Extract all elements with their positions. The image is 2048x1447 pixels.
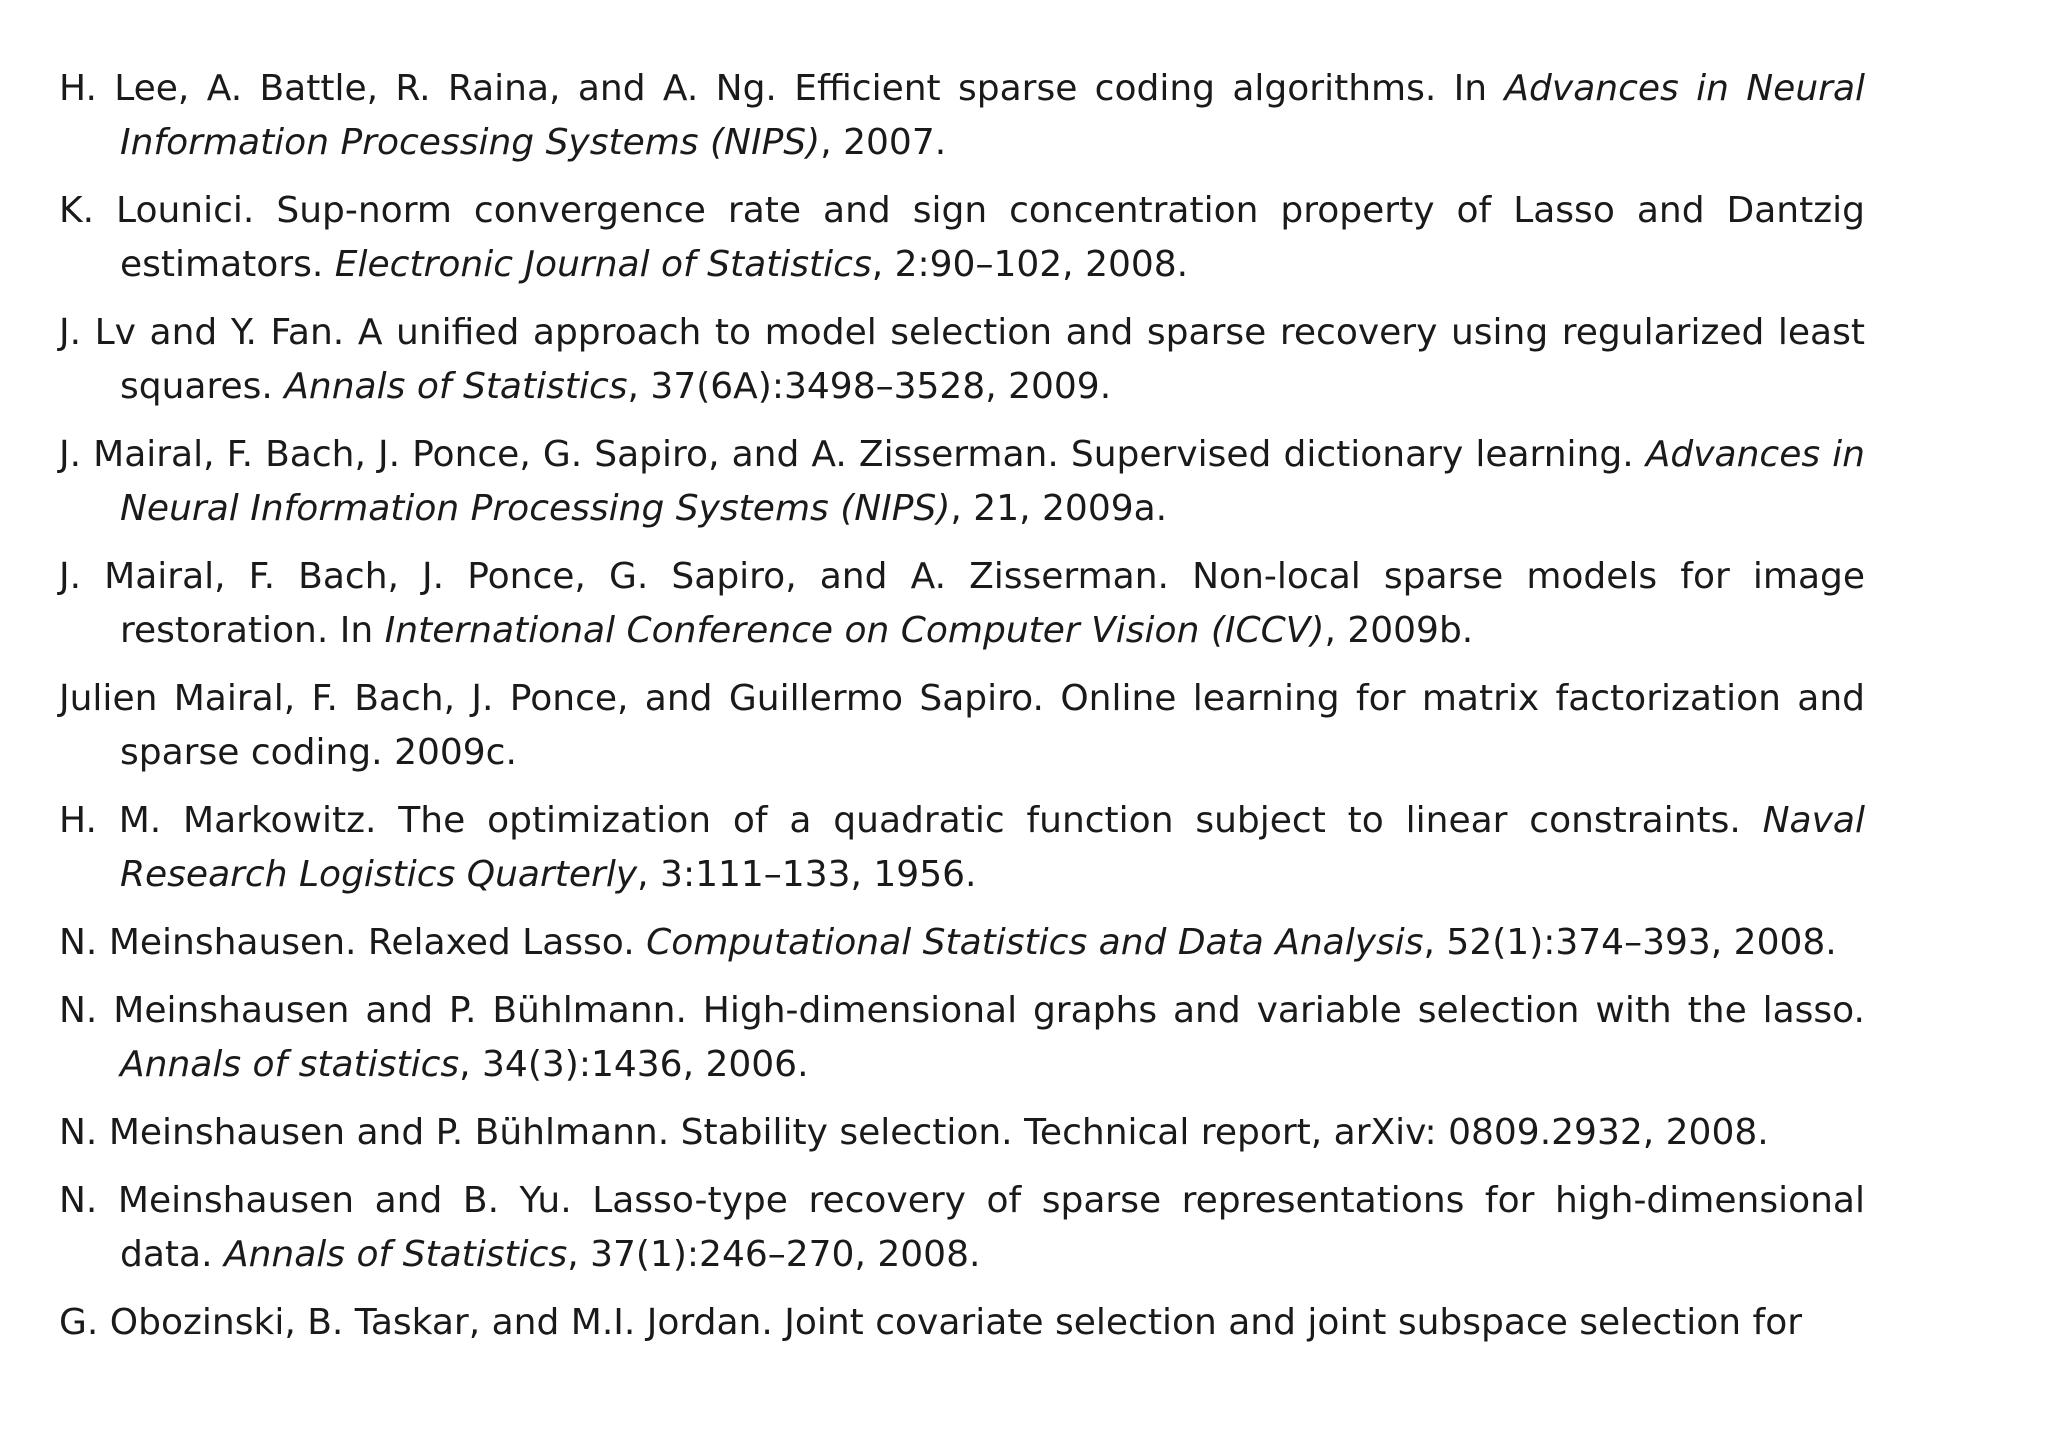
reference-title: Non-local sparse models for image restoration. xyxy=(120,556,1865,651)
reference-entry xyxy=(59,184,1865,292)
reference-authors: N. Meinshausen. xyxy=(59,922,357,963)
reference-authors: J. Mairal, F. Bach, J. Ponce, G. Sapiro, and A. Zisserman. xyxy=(59,556,1169,597)
reference-entry xyxy=(59,1296,1865,1350)
reference-entry xyxy=(59,1174,1865,1282)
reference-details: , 21, 2009a. xyxy=(950,488,1168,529)
reference-title: Online learning for matrix factorization and sparse coding. xyxy=(120,678,1865,773)
reference-pre-venue: In xyxy=(339,610,374,651)
reference-title: Supervised dictionary learning. xyxy=(1070,434,1634,475)
reference-details: , 37(1):246–270, 2008. xyxy=(567,1234,981,1275)
reference-title: Stability selection. xyxy=(680,1112,1013,1153)
reference-details: , 34(3):1436, 2006. xyxy=(459,1044,809,1085)
reference-venue: Electronic Journal of Statistics xyxy=(334,244,872,285)
reference-entry xyxy=(59,1106,1865,1160)
reference-title: High-dimensional graphs and variable selection with the lasso. xyxy=(702,990,1866,1031)
reference-entry xyxy=(59,672,1865,780)
reference-details: , 2007. xyxy=(820,122,947,163)
reference-title: A unified approach to model selection and sparse recovery using regularized least squares. xyxy=(120,312,1865,407)
reference-authors: H. M. Markowitz. xyxy=(59,800,377,841)
reference-details: , 37(6A):3498–3528, 2009. xyxy=(627,366,1112,407)
reference-authors: N. Meinshausen and P. Bühlmann. xyxy=(59,1112,670,1153)
reference-venue: International Conference on Computer Vision (ICCV) xyxy=(384,610,1325,651)
reference-authors: K. Lounici. xyxy=(59,190,255,231)
reference-list xyxy=(59,62,1865,1364)
reference-details: , 2009b. xyxy=(1324,610,1474,651)
reference-venue: Naval Research Logistics Quarterly xyxy=(120,800,1865,895)
reference-details: 2009c. xyxy=(394,732,517,773)
reference-authors: J. Mairal, F. Bach, J. Ponce, G. Sapiro, and A. Zisserman. xyxy=(59,434,1059,475)
reference-details: , 3:111–133, 1956. xyxy=(637,854,977,895)
reference-entry xyxy=(59,62,1865,170)
reference-title: Efficient sparse coding algorithms. xyxy=(794,68,1437,109)
reference-entry xyxy=(59,794,1865,902)
reference-title: The optimization of a quadratic function subject to linear constraints. xyxy=(398,800,1741,841)
reference-venue: Annals of Statistics xyxy=(284,366,628,407)
reference-pre-venue: In xyxy=(1453,68,1488,109)
reference-authors: J. Lv and Y. Fan. xyxy=(59,312,345,353)
reference-authors: G. Obozinski, B. Taskar, and M.I. Jordan. xyxy=(59,1302,773,1343)
reference-entry xyxy=(59,550,1865,658)
reference-title: Lasso-type recovery of sparse representations for high-dimensional data. xyxy=(120,1180,1865,1275)
reference-title: Joint covariate selection and joint subspace selection for xyxy=(784,1302,1803,1343)
reference-title: Relaxed Lasso. xyxy=(367,922,635,963)
reference-venue: Advances in Neural Information Processing Systems (NIPS) xyxy=(120,434,1865,529)
reference-entry xyxy=(59,916,1865,970)
reference-title: Sup-norm convergence rate and sign concentration property of Lasso and Dantzig estimators. xyxy=(120,190,1865,285)
reference-details: , 2:90–102, 2008. xyxy=(871,244,1189,285)
reference-venue: Annals of Statistics xyxy=(223,1234,568,1275)
reference-entry xyxy=(59,984,1865,1092)
reference-details: , 52(1):374–393, 2008. xyxy=(1423,922,1837,963)
reference-venue: Computational Statistics and Data Analysis xyxy=(646,922,1424,963)
reference-venue: Annals of statistics xyxy=(120,1044,460,1085)
reference-authors: N. Meinshausen and B. Yu. xyxy=(59,1180,572,1221)
reference-authors: N. Meinshausen and P. Bühlmann. xyxy=(59,990,687,1031)
reference-authors: Julien Mairal, F. Bach, J. Ponce, and Guillermo Sapiro. xyxy=(59,678,1044,719)
reference-details: Technical report, arXiv: 0809.2932, 2008. xyxy=(1024,1112,1769,1153)
reference-authors: H. Lee, A. Battle, R. Raina, and A. Ng. xyxy=(59,68,777,109)
reference-entry xyxy=(59,428,1865,536)
reference-venue: Advances in Neural Information Processing Systems (NIPS) xyxy=(120,68,1866,163)
reference-entry xyxy=(59,306,1865,414)
